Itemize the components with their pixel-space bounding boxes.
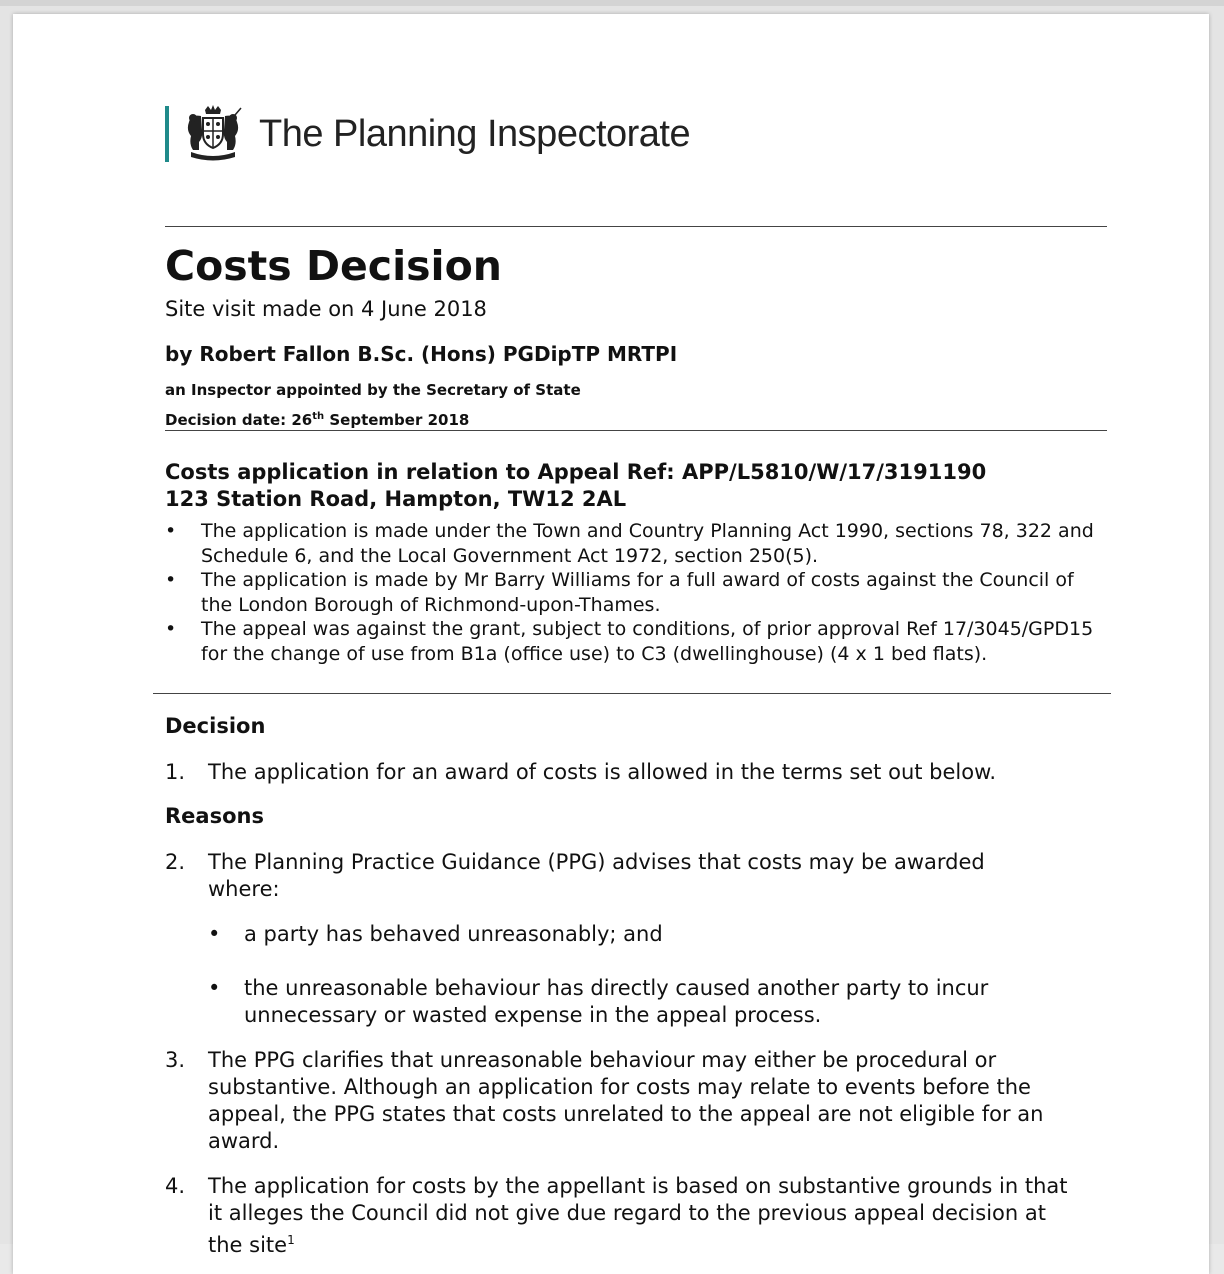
decision-date bbox=[165, 411, 469, 429]
appointed-line: an Inspector appointed by the Secretary of State bbox=[165, 381, 581, 399]
application-summary-list bbox=[165, 519, 1105, 666]
paragraph-1 bbox=[165, 759, 1105, 786]
paragraph-text: The application for an award of costs is allowed in the terms set out below. bbox=[208, 760, 997, 784]
appeal-ref-line: Costs application in relation to Appeal Ref: APP/L5810/W/17/3191190 bbox=[165, 460, 987, 484]
header-rule bbox=[165, 226, 1107, 227]
sub-bullet-text: a party has behaved unreasonably; and bbox=[244, 922, 663, 946]
document-page bbox=[13, 14, 1209, 1274]
reasons-heading: Reasons bbox=[165, 804, 264, 828]
paragraph-3 bbox=[165, 1047, 1105, 1155]
decision-date-ordinal: th bbox=[312, 411, 325, 422]
summary-rule bbox=[153, 693, 1111, 694]
site-visit-line: Site visit made on 4 June 2018 bbox=[165, 297, 487, 321]
sub-bullet-item bbox=[208, 921, 1108, 948]
paragraph-number: 3. bbox=[165, 1048, 186, 1072]
inspector-line: by Robert Fallon B.Sc. (Hons) PGDipTP MRTPI bbox=[165, 342, 678, 366]
list-item: • The application is made under the Town and Country Planning Act 1990, sections 78, 322 and Schedule 6, and the Local Government Act 1972, section 250(5). bbox=[165, 519, 1105, 568]
organisation-name: The Planning Inspectorate bbox=[259, 112, 691, 155]
paragraph-4 bbox=[165, 1173, 1085, 1259]
paragraph-text: The Planning Practice Guidance (PPG) advises that costs may be awarded where: bbox=[208, 850, 985, 901]
decision-heading: Decision bbox=[165, 714, 266, 738]
list-item: • The application is made by Mr Barry Williams for a full award of costs against the Council of the London Borough of Richmond-upon-Thames. bbox=[165, 568, 1105, 617]
appeal-address: 123 Station Road, Hampton, TW12 2AL bbox=[165, 487, 627, 511]
bullet-dot: • bbox=[208, 922, 221, 946]
viewer-top-edge bbox=[0, 0, 1224, 6]
date-rule bbox=[165, 430, 1107, 431]
royal-coat-of-arms-icon bbox=[181, 104, 245, 164]
appeal-reference bbox=[165, 459, 986, 513]
paragraph-2 bbox=[165, 849, 1045, 903]
logo-accent-bar bbox=[165, 106, 169, 162]
paragraph-4-text: The application for costs by the appellant is based on substantive grounds in that it alleges the Council did not give due regard to the previous appeal decision at the site bbox=[208, 1174, 1068, 1257]
paragraph-number: 4. bbox=[165, 1174, 186, 1198]
document-title: Costs Decision bbox=[165, 242, 502, 290]
bullet-dot: • bbox=[208, 976, 221, 1000]
paragraph-text: The PPG clarifies that unreasonable behaviour may either be procedural or substantive. Although an application for costs may relate to events before the appeal, the PPG states that costs unrelated to the appeal are not eligible for an award. bbox=[208, 1048, 1044, 1153]
sub-bullet-item bbox=[208, 975, 1048, 1029]
paragraph-text bbox=[208, 1173, 1085, 1259]
list-item: • The appeal was against the grant, subject to conditions, of prior approval Ref 17/3045/GPD15 for the change of use from B1a (office use) to C3 (dwellinghouse) (4 x 1 bed flats). bbox=[165, 617, 1105, 666]
paragraph-number: 1. bbox=[165, 760, 186, 784]
decision-date-suffix: September 2018 bbox=[324, 411, 470, 429]
decision-date-prefix: Decision date: 26 bbox=[165, 411, 313, 429]
paragraph-number: 2. bbox=[165, 850, 186, 874]
footnote-marker[interactable]: 1 bbox=[287, 1233, 295, 1247]
organisation-logo bbox=[165, 104, 690, 164]
sub-bullet-text: the unreasonable behaviour has directly caused another party to incur unnecessary or wasted expense in the appeal process. bbox=[244, 976, 989, 1027]
